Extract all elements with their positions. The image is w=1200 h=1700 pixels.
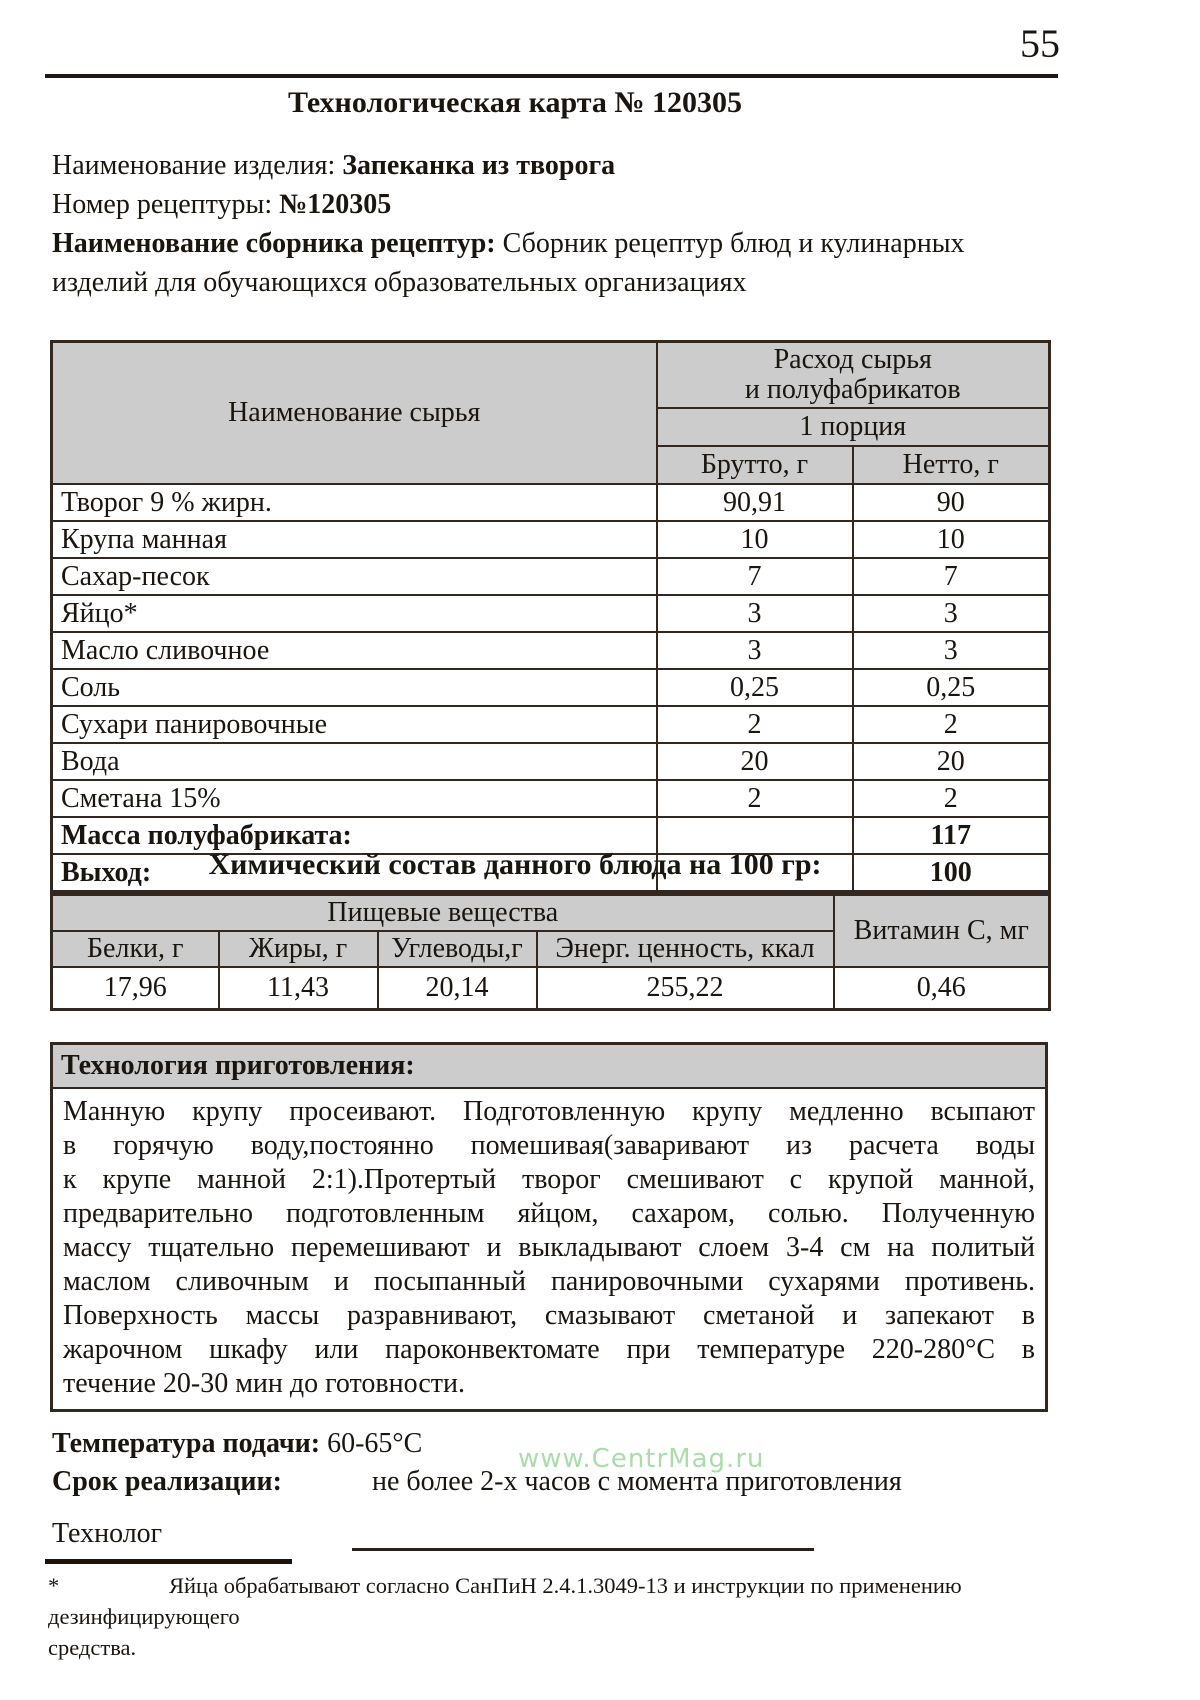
footnote-marker: *: [48, 1573, 60, 1598]
gross-cell: 2: [657, 780, 853, 817]
fat-header: Жиры, г: [219, 931, 378, 967]
table-row: [52, 706, 1050, 743]
ingredient-name: Масса полуфабриката:: [52, 817, 657, 854]
table-row: [52, 521, 1050, 558]
net-cell: 3: [853, 595, 1050, 632]
fat-value: 11,43: [219, 967, 378, 1010]
table-row: [52, 484, 1050, 521]
recipe-number-value: №120305: [279, 189, 392, 220]
column-header-net: Нетто, г: [853, 446, 1050, 484]
net-cell: 20: [853, 743, 1050, 780]
serving-temperature-label: Температура подачи:: [52, 1428, 321, 1459]
technology-text-line: массу тщательно перемешивают и выкладывают слоем 3-4 см на политый: [63, 1232, 1035, 1263]
ingredient-name: Масло сливочное: [52, 632, 657, 669]
collection-line-2: изделий для обучающихся образовательных организациях: [52, 267, 747, 298]
net-cell: 0,25: [853, 669, 1050, 706]
gross-cell: 2: [657, 706, 853, 743]
collection-label: Наименование сборника рецептур:: [52, 228, 496, 259]
column-header-portion: 1 порция: [657, 408, 1050, 446]
nutrients-header: Пищевые вещества: [52, 895, 834, 932]
gross-cell: 20: [657, 743, 853, 780]
recipe-number-label: Номер рецептуры:: [52, 189, 280, 220]
product-info-block: [52, 146, 1062, 302]
footnote-separator: [45, 1559, 292, 1564]
net-cell: 7: [853, 558, 1050, 595]
gross-cell: 10: [657, 521, 853, 558]
table-row: [52, 743, 1050, 780]
net-cell: 117: [853, 817, 1050, 854]
collection-line-1: [52, 224, 1062, 263]
chemical-composition-heading: Химический состав данного блюда на 100 гр:: [208, 848, 822, 881]
technology-heading: Технология приготовления:: [53, 1045, 1045, 1089]
technology-text-line: жарочном шкафу или пароконвектомате при температуре 220-280°С в: [63, 1334, 1035, 1365]
gross-cell: 3: [657, 595, 853, 632]
chemical-header-row-1: [52, 895, 1050, 932]
technology-box: [50, 1042, 1048, 1412]
technology-text-line: течение 20-30 мин до готовности.: [63, 1368, 465, 1399]
gross-cell: 7: [657, 558, 853, 595]
consumption-header-line2: и полуфабрикатов: [744, 374, 961, 405]
ingredient-name: Яйцо*: [52, 595, 657, 632]
serving-temperature-line: [52, 1428, 422, 1460]
header-rule: [45, 74, 1058, 78]
technologist-label: Технолог: [52, 1518, 163, 1549]
net-cell: 10: [853, 521, 1050, 558]
technology-text-line: Поверхность массы разравнивают, смазывают сметаной и запекают в: [63, 1300, 1035, 1331]
vitamin-c-value: 0,46: [834, 967, 1050, 1010]
recipe-number-line: [52, 185, 1062, 224]
ingredient-name: Творог 9 % жирн.: [52, 484, 657, 521]
technology-text: [53, 1089, 1045, 1409]
ingredient-name: Соль: [52, 669, 657, 706]
ingredient-name: Крупа манная: [52, 521, 657, 558]
table-row: [52, 632, 1050, 669]
carbs-value: 20,14: [378, 967, 537, 1010]
table-row: [52, 669, 1050, 706]
shelf-life-value: не более 2-х часов с момента приготовления: [372, 1466, 902, 1497]
table-row: [52, 558, 1050, 595]
technology-text-line: к крупе манной 2:1).Протертый творог смешивают с крупой манной,: [63, 1164, 1035, 1195]
product-name-line: [52, 146, 1062, 185]
column-header-gross: Брутто, г: [657, 446, 853, 484]
shelf-life-label: Срок реализации:: [52, 1466, 282, 1497]
footnote: [48, 1570, 1058, 1663]
vitamin-c-header: Витамин С, мг: [834, 895, 1050, 968]
ingredients-table: [50, 340, 1051, 893]
net-cell: 100: [853, 854, 1050, 892]
net-cell: 2: [853, 780, 1050, 817]
column-header-ingredient-name: Наименование сырья: [52, 342, 657, 485]
net-cell: 2: [853, 706, 1050, 743]
column-header-consumption: [657, 342, 1050, 409]
gross-cell: 0,25: [657, 669, 853, 706]
shelf-life-line: [52, 1466, 902, 1498]
ingredient-name: Сухари панировочные: [52, 706, 657, 743]
signature-line: [352, 1548, 814, 1551]
gross-cell: 90,91: [657, 484, 853, 521]
technology-text-line: Манную крупу просеивают. Подготовленную крупу медленно всыпают: [63, 1096, 1035, 1127]
net-cell: 90: [853, 484, 1050, 521]
net-cell: 3: [853, 632, 1050, 669]
ingredient-name: Сахар-песок: [52, 558, 657, 595]
watermark: www.CentrMag.ru: [518, 1444, 765, 1474]
footnote-line-2: средства.: [48, 1635, 137, 1660]
ingredient-name: Сметана 15%: [52, 780, 657, 817]
energy-header: Энерг. ценность, ккал: [537, 931, 834, 967]
footnote-text: Яйца обрабатывают согласно СанПиН 2.4.1.3049-13 и инструкции по применению дезинфицирующего: [48, 1573, 962, 1629]
ingredients-header-row-1: [52, 342, 1050, 409]
technology-text-line: предварительно подготовленным яйцом, сахаром, солью. Полученную: [63, 1198, 1035, 1229]
table-row: [52, 595, 1050, 632]
page-number: 55: [1020, 21, 1060, 66]
table-row: [52, 780, 1050, 817]
consumption-header-line1: Расход сырья: [773, 344, 932, 375]
technology-text-line: в горячую воду,постоянно помешивая(заваривают из расчета воды: [63, 1130, 1035, 1161]
collection-value: Сборник рецептур блюд и кулинарных: [495, 228, 965, 259]
protein-value: 17,96: [52, 967, 219, 1010]
product-name-value: Запеканка из творога: [342, 150, 616, 181]
chemical-composition-table: [50, 893, 1051, 1011]
ingredient-name: Выход:: [52, 854, 657, 892]
energy-value: 255,22: [537, 967, 834, 1010]
carbs-header: Углеводы,г: [378, 931, 537, 967]
chemical-values-row: [52, 967, 1050, 1010]
product-name-label: Наименование изделия:: [52, 150, 343, 181]
ingredient-name: Вода: [52, 743, 657, 780]
technology-text-line: маслом сливочным и посыпанный панировочными сухарями противень.: [63, 1266, 1035, 1297]
protein-header: Белки, г: [52, 931, 219, 967]
gross-cell: 3: [657, 632, 853, 669]
page-title: Технологическая карта № 120305: [287, 86, 743, 119]
footnote-line-1: [48, 1570, 1058, 1632]
serving-temperature-value: 60-65°С: [320, 1428, 423, 1459]
